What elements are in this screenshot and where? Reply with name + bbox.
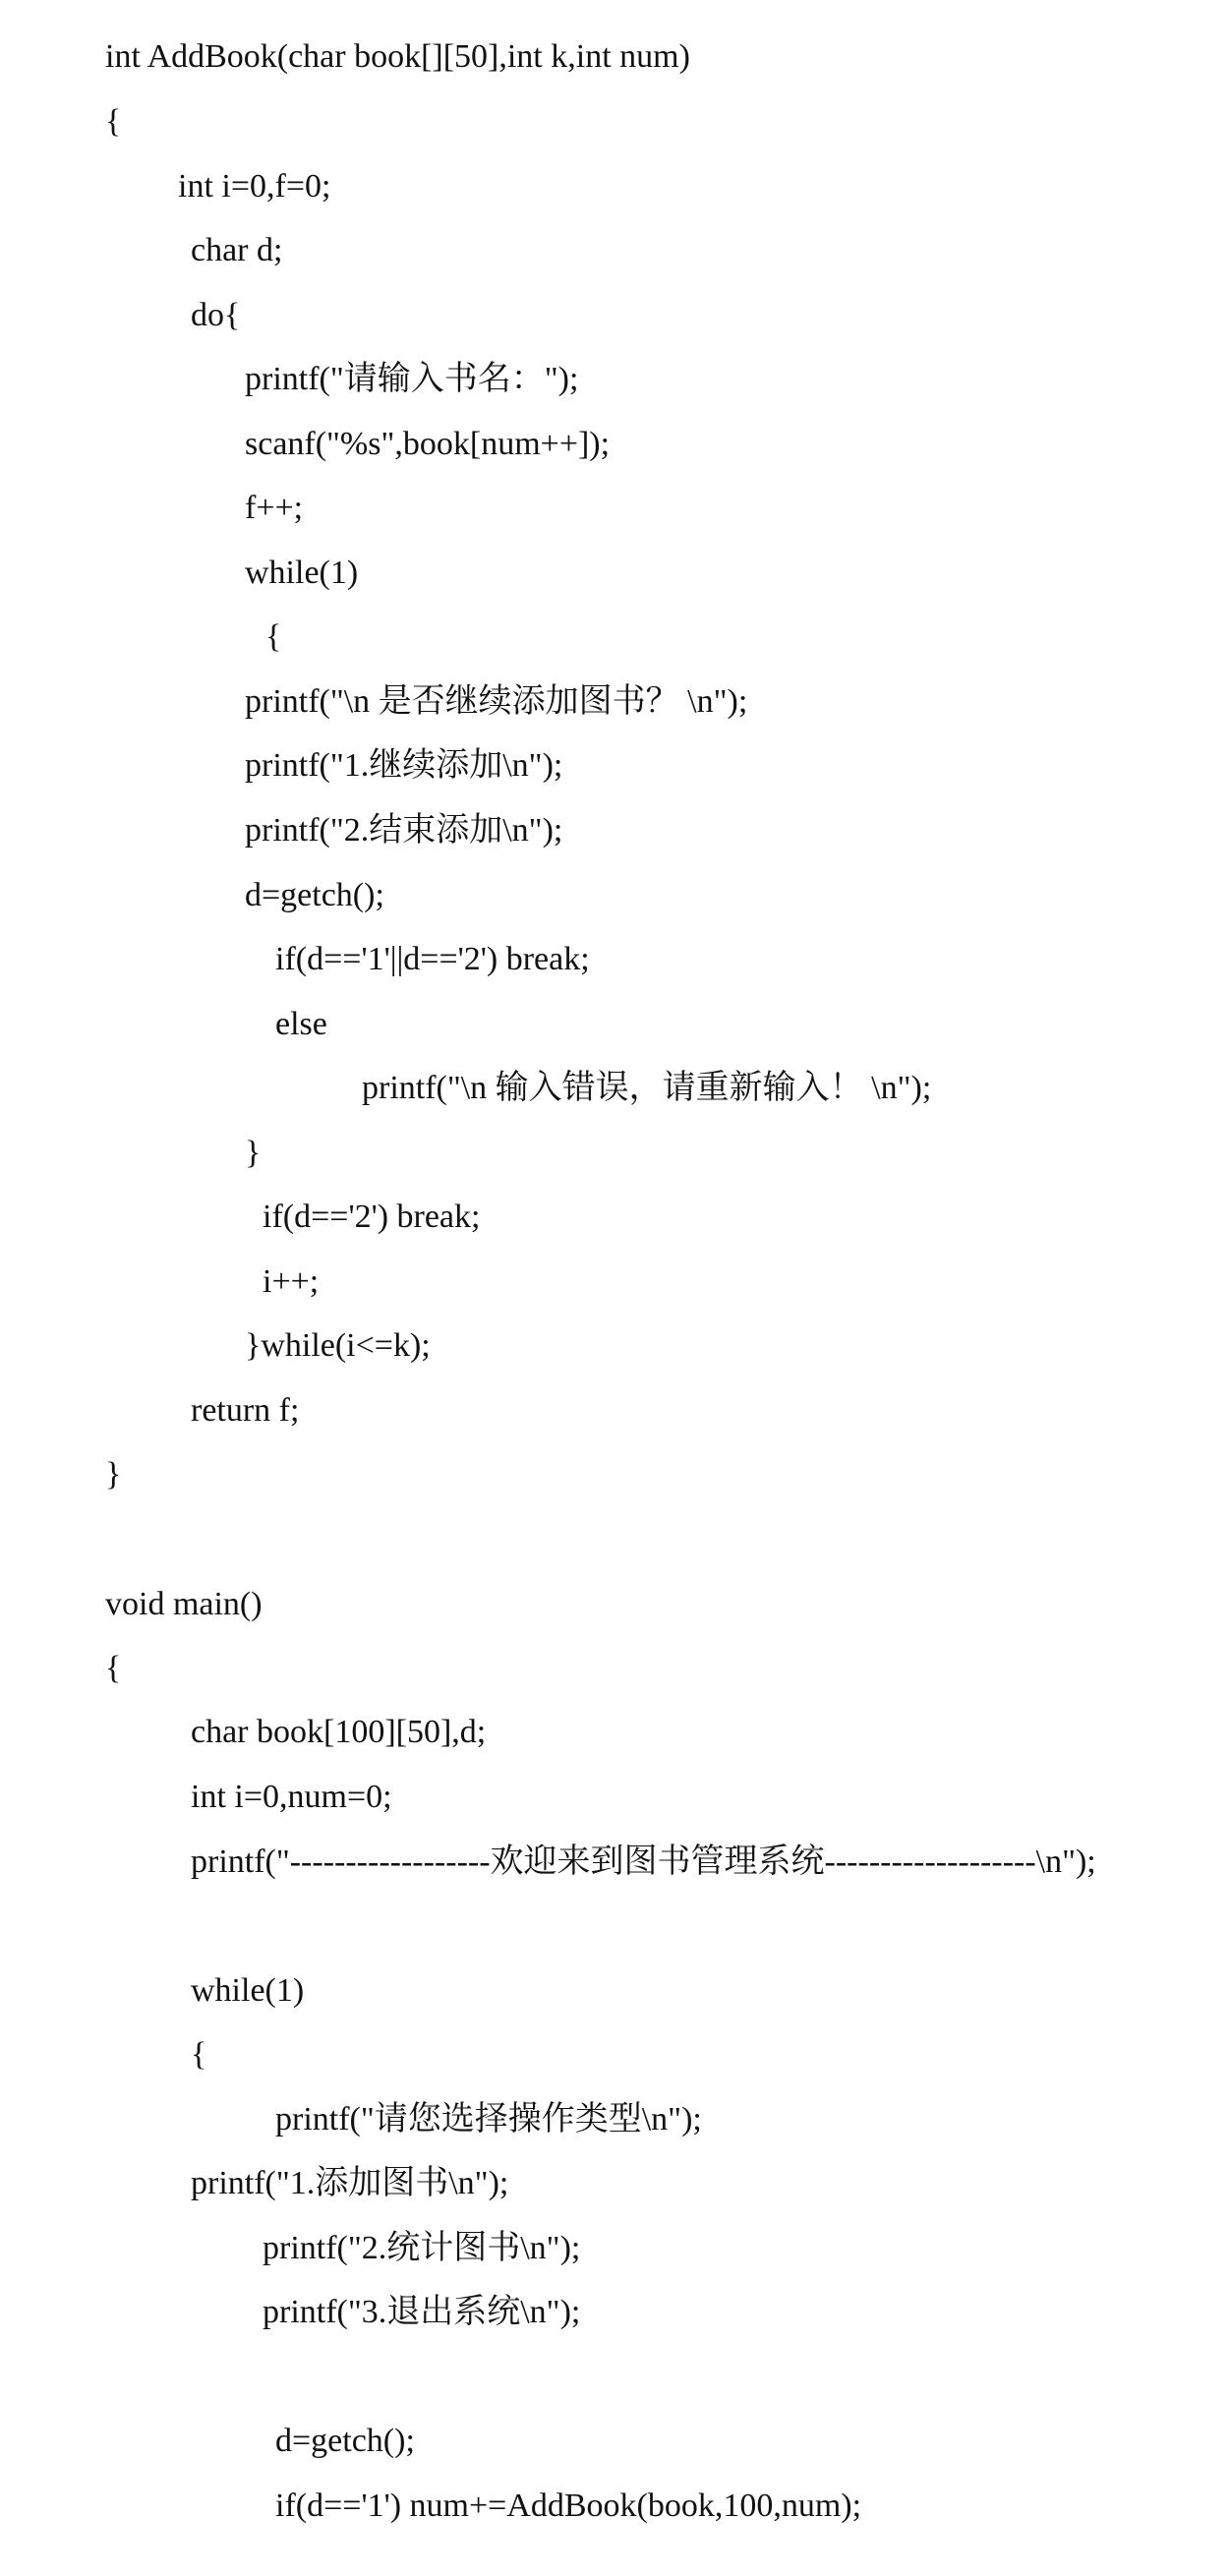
code-line-8: f++; [245,490,304,526]
code-line-32: printf("1.添加图书\n"); [191,2165,509,2201]
code-line-34: printf("3.退出系统\n"); [263,2294,581,2330]
code-line-10: { [265,618,282,655]
code-line-13: printf("2.结束添加\n"); [245,812,563,849]
code-line-3: int i=0,f=0; [178,168,331,205]
code-line-11: printf("\n 是否继续添加图书？ \n"); [245,683,748,720]
code-line-4: char d; [191,232,283,268]
code-line-18: } [245,1135,262,1171]
code-line-12: printf("1.继续添加\n"); [245,747,563,784]
code-line-31: printf("请您选择操作类型\n"); [275,2101,702,2137]
code-line-21: }while(i<=k); [245,1327,431,1364]
code-line-20: i++; [263,1263,320,1300]
code-line-35: d=getch(); [275,2423,415,2459]
code-line-14: d=getch(); [245,877,384,913]
code-line-22: return f; [191,1392,300,1429]
code-line-30: { [191,2036,207,2073]
code-line-25: { [105,1650,122,1686]
code-line-29: while(1) [191,1972,305,2009]
code-line-2: { [105,103,122,140]
code-line-7: scanf("%s",book[num++]); [245,426,611,462]
code-line-33: printf("2.统计图书\n"); [263,2230,581,2266]
code-line-9: while(1) [245,555,359,591]
code-line-23: } [105,1456,122,1493]
code-line-27: int i=0,num=0; [191,1779,392,1815]
code-line-26: char book[100][50],d; [191,1714,487,1750]
code-line-24: void main() [105,1586,263,1622]
code-line-19: if(d=='2') break; [263,1199,481,1235]
code-line-17: printf("\n 输入错误，请重新输入！ \n"); [362,1070,932,1106]
code-line-5: do{ [191,297,241,333]
code-line-1: int AddBook(char book[][50],int k,int num) [105,38,690,75]
code-line-28: printf("------------------欢迎来到图书管理系统-------------------\n"); [191,1844,1096,1880]
code-line-16: else [275,1006,327,1042]
code-line-36: if(d=='1') num+=AddBook(book,100,num); [275,2488,862,2524]
code-line-15: if(d=='1'||d=='2') break; [275,941,590,977]
code-line-6: printf("请输入书名："); [245,361,579,397]
